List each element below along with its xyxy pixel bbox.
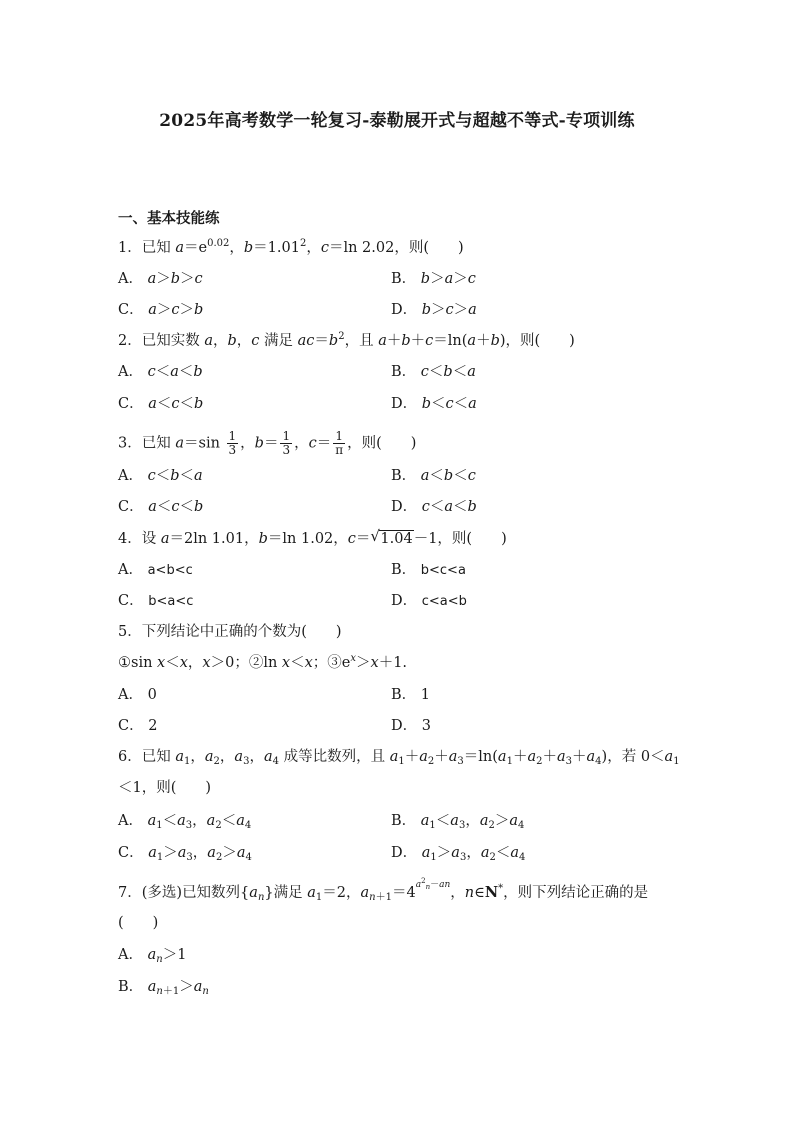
- question-1-option-d: D． b＞c＞a: [391, 302, 477, 318]
- question-6-option-b: B． $a_1<a_3$，$a_2>a_4$: [391, 813, 525, 831]
- question-1-option-a: A． a＞b＞c: [118, 271, 203, 287]
- question-3-stem: 3．已知 a＝sin $\frac{1}{3}$ ，b＝ $\frac{1}{3}$ ，c＝ $\frac{1}{\pi}$ ，则( ): [118, 429, 417, 457]
- question-6-stem: 6．已知 $a_1$，$a_2$，$a_3$，$a_4$ 成等比数列，且 $a_1+a_2+a_3=\ln(a_1+a_2+a_3+a_4)$，若 $0<a_1$: [118, 749, 680, 767]
- question-5-statements: ①sin x＜x，x＞0；②ln x＜x；$③e^x>x+1$.: [118, 653, 408, 671]
- question-4-option-d: D． c<a<b: [391, 593, 467, 609]
- question-7-option-b: B． $a_{n+1}>a_n$: [118, 979, 209, 997]
- question-4-option-a: A． a<b<c: [118, 562, 193, 578]
- question-2-option-d: D． b＜c＜a: [391, 396, 477, 412]
- question-1-option-b: B． b＞a＞c: [391, 271, 476, 287]
- fraction-one-third: $\frac{1}{3}$: [282, 429, 291, 457]
- question-2-option-b: B． c＜b＜a: [391, 364, 476, 380]
- question-6-option-c: C． $a_1>a_3$，$a_2>a_4$: [118, 845, 252, 863]
- question-7-option-a: A． $a_n>1$: [118, 947, 187, 965]
- question-4-option-b: B． b<c<a: [391, 562, 466, 578]
- question-7-stem: 7．(多选)已知数列$\{a_n\}$满足 $a_1=2$，$a_{n+1}=4^{a^2_n-an}$，n∈N*，则下列结论正确的是: [118, 877, 649, 903]
- question-2-option-a: A． c＜a＜b: [118, 364, 203, 380]
- question-3-option-d: D． c＜a＜b: [391, 499, 477, 515]
- section-heading: 一、基本技能练: [118, 210, 220, 227]
- fraction-one-third: $\frac{1}{3}$: [228, 429, 237, 457]
- question-6-stem-cont: ＜1，则( ): [118, 780, 212, 796]
- sqrt-expression: √ 1.04: [370, 527, 413, 547]
- multi-select-tag: (多选): [141, 885, 183, 901]
- question-6-option-d: D． $a_1>a_3$，$a_2<a_4$: [391, 845, 526, 863]
- question-4-option-c: C． b<a<c: [118, 593, 194, 609]
- question-4-stem: 4．设 a＝2ln 1.01，b＝ln 1.02，c＝ √ 1.04－1，则( ): [118, 527, 507, 547]
- question-3-option-a: A． c＜b＜a: [118, 468, 203, 484]
- document-title: 2025年高考数学一轮复习-泰勒展开式与超越不等式-专项训练: [159, 111, 635, 131]
- question-1-option-c: C． a＞c＞b: [118, 302, 204, 318]
- question-2-stem: 2．已知实数 a，b，c 满足 $ac=b^2$，且 a＋b＋c＝ln(a＋b)，则( ): [118, 331, 575, 349]
- question-5-option-a: A． 0: [118, 687, 157, 703]
- question-6-option-a: A． $a_1<a_3$，$a_2<a_4$: [118, 813, 252, 831]
- question-5-option-c: C． 2: [118, 718, 158, 734]
- question-5-option-b: B． 1: [391, 687, 430, 703]
- question-7-stem-cont: ( ): [118, 915, 159, 931]
- question-1-stem: 1．已知 $a=e^{0.02}$，$b=1.01^2$，c＝ln 2.02，则( ): [118, 238, 464, 256]
- fraction-one-over-pi: $\frac{1}{\pi}$: [335, 429, 344, 457]
- question-3-option-b: B． a＜b＜c: [391, 468, 476, 484]
- question-3-option-c: C． a＜c＜b: [118, 499, 204, 515]
- question-5-option-d: D． 3: [391, 718, 431, 734]
- question-5-stem: 5．下列结论中正确的个数为( ): [118, 624, 342, 640]
- question-2-option-c: C． a＜c＜b: [118, 396, 204, 412]
